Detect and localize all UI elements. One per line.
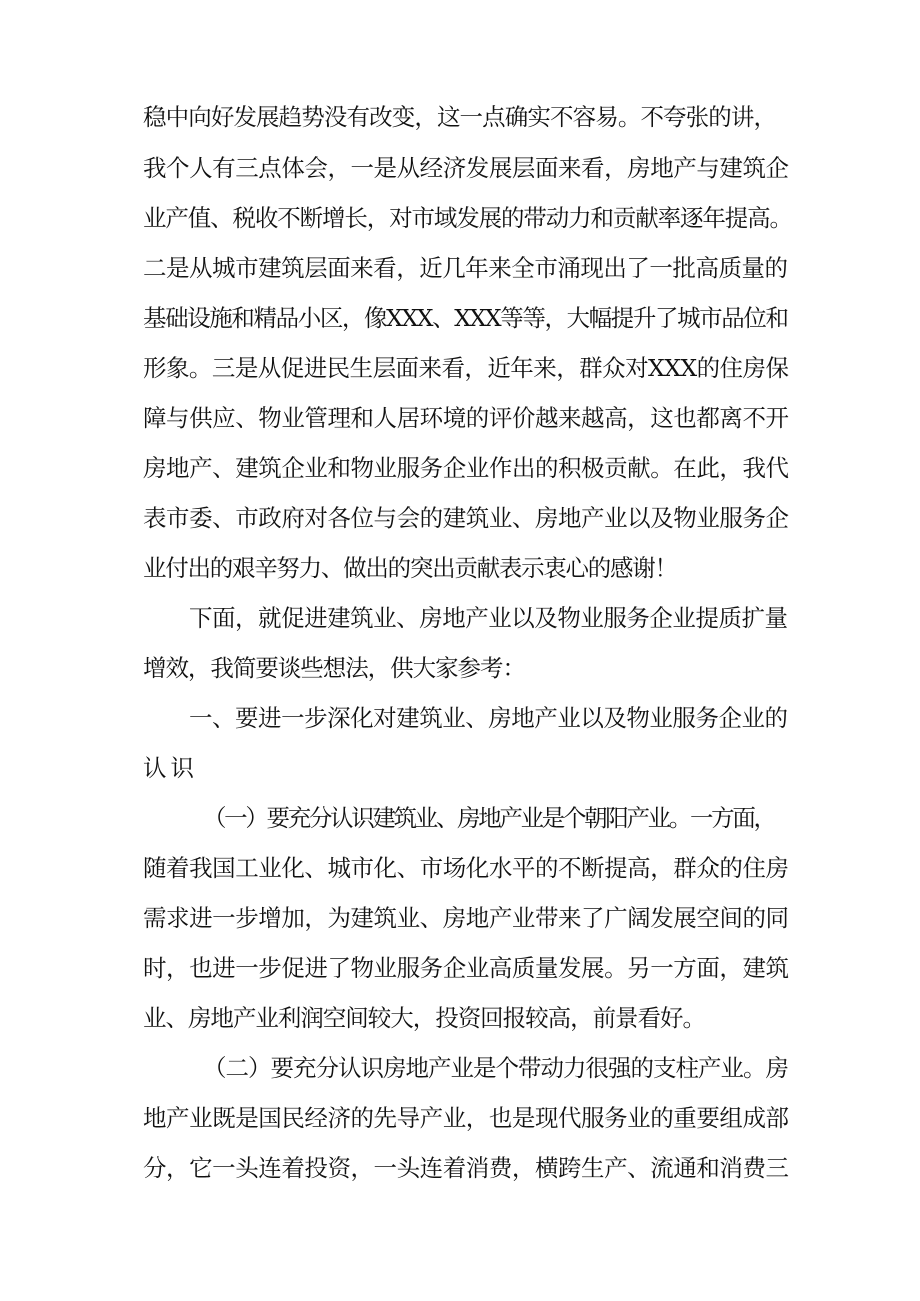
text-line: 业、房地产业利润空间较大，投资回报较高，前景看好。	[143, 1004, 705, 1032]
text-line: 障与供应、物业管理和人居环境的评价越来越高，这也都离不开	[143, 404, 789, 432]
section-heading: 认识	[143, 754, 198, 782]
section-heading: 一、要进一步深化对建筑业、房地产业以及物业服务企业的	[189, 704, 788, 732]
text-line: （二）要充分认识房地产业是个带动力很强的支柱产业。房	[203, 1054, 788, 1082]
text-line: 随着我国工业化、城市化、市场化水平的不断提高，群众的住房	[143, 854, 789, 882]
text-line: 增效，我简要谈些想法，供大家参考：	[143, 654, 525, 682]
text-line: 需求进一步增加，为建筑业、房地产业带来了广阔发展空间的同	[143, 904, 789, 932]
text-line: 稳中向好发展趋势没有改变，这一点确实不容易。不夸张的讲，	[143, 103, 777, 131]
text-line: 地产业既是国民经济的先导产业，也是现代服务业的重要组成部	[143, 1104, 789, 1132]
text-line: 二是从城市建筑层面来看，近几年来全市涌现出了一批高质量的	[143, 254, 788, 282]
text-line: 分，它一头连着投资，一头连着消费，横跨生产、流通和消费三	[143, 1154, 789, 1182]
text-line: 业产值、税收不断增长，对市域发展的带动力和贡献率逐年提高。	[143, 204, 792, 232]
text-line: 表市委、市政府对各位与会的建筑业、房地产业以及物业服务企	[143, 504, 789, 532]
text-line: 基础设施和精品小区，像XXX、XXX等等，大幅提升了城市品位和	[143, 304, 788, 332]
text-line: 房地产、建筑企业和物业服务企业作出的积极贡献。在此，我代	[143, 454, 789, 482]
text-line: 形象。三是从促进民生层面来看，近年来，群众对XXX的住房保	[143, 354, 789, 382]
text-line: 时，也进一步促进了物业服务企业高质量发展。另一方面，建筑	[143, 954, 789, 982]
text-line: （一）要充分认识建筑业、房地产业是个朝阳产业。一方面，	[203, 804, 775, 832]
text-line: 业付出的艰辛努力、做出的突出贡献表示衷心的感谢！	[143, 554, 677, 582]
text-line: 我个人有三点体会，一是从经济发展层面来看，房地产与建筑企	[143, 154, 789, 182]
text-line: 下面，就促进建筑业、房地产业以及物业服务企业提质扩量	[189, 604, 788, 632]
